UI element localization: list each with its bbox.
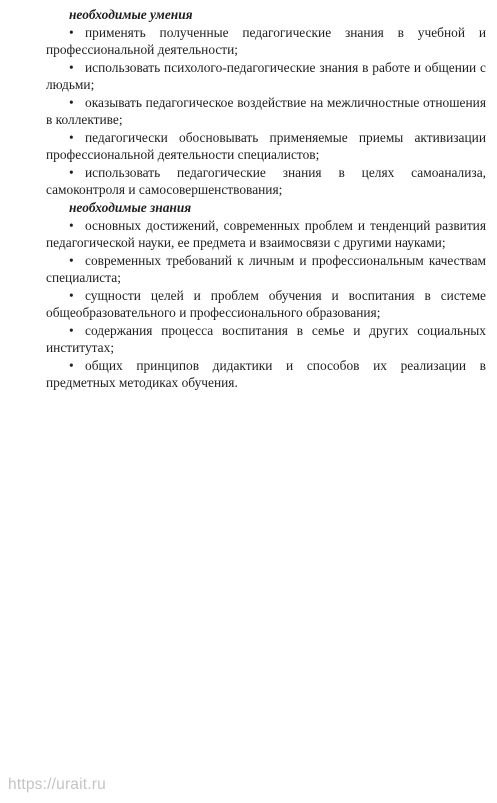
list-item	[46, 287, 486, 322]
list-item-text: сущности целей и проблем обучения и воспитания в системе общеобразовательного и профессионального образования;	[46, 287, 486, 321]
watermark-url: https://urait.ru	[8, 776, 106, 793]
knowledge-list	[46, 217, 486, 392]
list-item-text: педагогически обосновывать применяемые приемы активизации профессиональной деятельности специалистов;	[46, 129, 486, 163]
list-item	[46, 357, 486, 392]
bullet-icon: •	[69, 59, 74, 75]
list-item	[46, 217, 486, 252]
bullet-icon: •	[69, 322, 74, 338]
page-content	[46, 6, 486, 392]
bullet-icon: •	[69, 94, 74, 110]
bullet-icon: •	[69, 252, 74, 268]
bullet-icon: •	[69, 164, 74, 180]
knowledge-heading: необходимые знания	[69, 200, 192, 216]
skills-heading: необходимые умения	[69, 7, 193, 22]
list-item-text: содержания процесса воспитания в семье и других социальных институтах;	[46, 322, 486, 356]
list-item-text: основных достижений, современных проблем и тенденций развития педагогической науки, ее предмета и взаимосвязи с другими науками;	[46, 217, 486, 251]
list-item-text: оказывать педагогическое воздействие на межличностные отношения в коллективе;	[46, 94, 486, 128]
list-item-text: общих принципов дидактики и способов их реализации в предметных методиках обучения.	[46, 357, 486, 391]
list-item	[46, 164, 486, 199]
list-item	[46, 322, 486, 357]
bullet-icon: •	[69, 357, 74, 373]
bullet-icon: •	[69, 217, 74, 233]
list-item-text: применять полученные педагогические знания в учебной и профессиональной деятельности;	[46, 24, 486, 58]
bullet-icon: •	[69, 129, 74, 145]
list-item-text: современных требований к личным и профессиональным качествам специалиста;	[46, 252, 486, 286]
skills-list	[46, 24, 486, 199]
list-item	[46, 252, 486, 287]
bullet-icon: •	[69, 24, 74, 40]
list-item	[46, 129, 486, 164]
list-item	[46, 59, 486, 94]
list-item-text: использовать педагогические знания в целях самоанализа, самоконтроля и самосовершенствования;	[46, 164, 486, 198]
list-item	[46, 24, 486, 59]
bullet-icon: •	[69, 287, 74, 303]
list-item-text: использовать психолого-педагогические знания в работе и общении с людьми;	[46, 59, 486, 93]
list-item	[46, 94, 486, 129]
